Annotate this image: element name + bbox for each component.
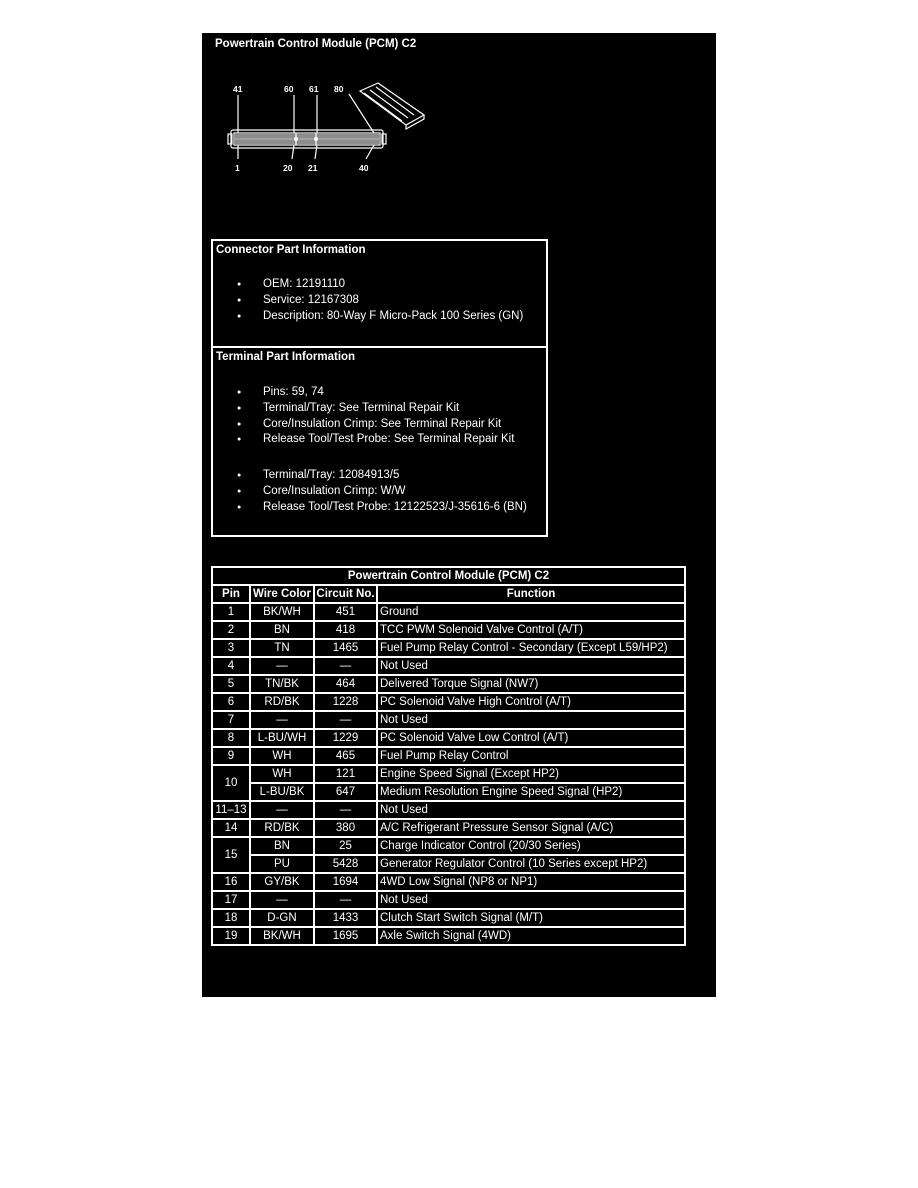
wire-color-cell: RD/BK [250,693,314,711]
pin-cell: 17 [212,891,250,909]
list-item: ● OEM: 12191110 [237,277,523,293]
circuit-cell: 1694 [314,873,377,891]
circuit-cell: 647 [314,783,377,801]
list-item: ● Core/Insulation Crimp: See Terminal Repair Kit [237,417,514,433]
list-item: ● Core/Insulation Crimp: W/W [237,484,527,500]
pin-label-20: 20 [283,163,293,173]
pin-label-80: 80 [334,84,344,94]
pin-label-61: 61 [309,84,319,94]
table-row [212,747,685,765]
header-circuit-no: Circuit No. [314,585,377,603]
list-item: ● Terminal/Tray: See Terminal Repair Kit [237,401,514,417]
table-row [212,909,685,927]
panel-title: Powertrain Control Module (PCM) C2 [215,38,417,50]
table-row [212,729,685,747]
pin-cell: 18 [212,909,250,927]
circuit-cell: 1695 [314,927,377,945]
pin-cell: 14 [212,819,250,837]
function-cell: Delivered Torque Signal (NW7) [377,675,685,693]
connector-info-list [237,277,523,324]
wire-color-cell: TN/BK [250,675,314,693]
list-item: ● Service: 12167308 [237,293,523,309]
table-row [212,711,685,729]
wire-color-cell: — [250,657,314,675]
pin-table [211,566,686,946]
list-item: ● Pins: 59, 74 [237,385,514,401]
pin-label-60: 60 [284,84,294,94]
wire-color-cell: — [250,801,314,819]
pin-cell: 15 [212,837,250,873]
connector-diagram [202,33,442,183]
table-row [212,765,685,783]
pin-label-41: 41 [233,84,243,94]
header-pin: Pin [212,585,250,603]
function-cell: Not Used [377,657,685,675]
function-cell: Fuel Pump Relay Control - Secondary (Except L59/HP2) [377,639,685,657]
connector-part-info [211,239,548,348]
function-cell: Not Used [377,891,685,909]
pin-cell: 4 [212,657,250,675]
pin-label-1: 1 [235,163,240,173]
table-row [212,693,685,711]
pin-table-body [212,603,685,945]
function-cell: A/C Refrigerant Pressure Sensor Signal (A/C) [377,819,685,837]
circuit-cell: — [314,711,377,729]
function-cell: Not Used [377,801,685,819]
header-function: Function [377,585,685,603]
list-item: ● Terminal/Tray: 12084913/5 [237,468,527,484]
pin-cell: 19 [212,927,250,945]
pin-cell: 2 [212,621,250,639]
function-cell: Ground [377,603,685,621]
circuit-cell: 121 [314,765,377,783]
wire-color-cell: D-GN [250,909,314,927]
circuit-cell: 25 [314,837,377,855]
pin-cell: 8 [212,729,250,747]
table-row [212,891,685,909]
circuit-cell: 1433 [314,909,377,927]
list-item: ● Release Tool/Test Probe: 12122523/J-35616-6 (BN) [237,500,527,516]
function-cell: Medium Resolution Engine Speed Signal (HP2) [377,783,685,801]
wire-color-cell: L-BU/BK [250,783,314,801]
wire-color-cell: TN [250,639,314,657]
pin-cell: 1 [212,603,250,621]
function-cell: Clutch Start Switch Signal (M/T) [377,909,685,927]
wire-color-cell: WH [250,747,314,765]
pin-cell: 10 [212,765,250,801]
list-item: ● Description: 80-Way F Micro-Pack 100 Series (GN) [237,309,523,325]
function-cell: Not Used [377,711,685,729]
table-row [212,855,685,873]
circuit-cell: 380 [314,819,377,837]
pin-cell: 3 [212,639,250,657]
function-cell: Fuel Pump Relay Control [377,747,685,765]
circuit-cell: — [314,801,377,819]
table-row [212,639,685,657]
table-row [212,801,685,819]
table-row [212,927,685,945]
terminal-info-list-2 [237,468,527,515]
wire-color-cell: — [250,891,314,909]
document-panel [202,33,716,997]
wire-color-cell: GY/BK [250,873,314,891]
wire-color-cell: BN [250,621,314,639]
wire-color-cell: BK/WH [250,927,314,945]
pin-label-21: 21 [308,163,318,173]
circuit-cell: — [314,891,377,909]
function-cell: TCC PWM Solenoid Valve Control (A/T) [377,621,685,639]
circuit-cell: 451 [314,603,377,621]
terminal-part-info [211,346,548,537]
wire-color-cell: — [250,711,314,729]
circuit-cell: 464 [314,675,377,693]
wire-color-cell: L-BU/WH [250,729,314,747]
table-row [212,837,685,855]
terminal-info-title: Terminal Part Information [216,351,356,363]
table-row [212,873,685,891]
pin-cell: 9 [212,747,250,765]
function-cell: Engine Speed Signal (Except HP2) [377,765,685,783]
function-cell: Axle Switch Signal (4WD) [377,927,685,945]
wire-color-cell: BN [250,837,314,855]
circuit-cell: 5428 [314,855,377,873]
table-row [212,675,685,693]
circuit-cell: 418 [314,621,377,639]
table-title: Powertrain Control Module (PCM) C2 [212,567,685,585]
pin-cell: 5 [212,675,250,693]
table-row [212,621,685,639]
connector-info-title: Connector Part Information [216,244,366,256]
wire-color-cell: PU [250,855,314,873]
list-item: ● Release Tool/Test Probe: See Terminal Repair Kit [237,432,514,448]
header-wire-color: Wire Color [250,585,314,603]
table-row [212,819,685,837]
wire-color-cell: RD/BK [250,819,314,837]
table-row [212,657,685,675]
terminal-info-list-1 [237,385,514,448]
pin-cell: 16 [212,873,250,891]
function-cell: Charge Indicator Control (20/30 Series) [377,837,685,855]
pin-label-40: 40 [359,163,369,173]
pin-cell: 7 [212,711,250,729]
function-cell: PC Solenoid Valve High Control (A/T) [377,693,685,711]
table-row [212,783,685,801]
pin-cell: 6 [212,693,250,711]
table-row [212,603,685,621]
function-cell: Generator Regulator Control (10 Series except HP2) [377,855,685,873]
wire-color-cell: WH [250,765,314,783]
circuit-cell: 1229 [314,729,377,747]
circuit-cell: — [314,657,377,675]
circuit-cell: 1465 [314,639,377,657]
circuit-cell: 1228 [314,693,377,711]
function-cell: 4WD Low Signal (NP8 or NP1) [377,873,685,891]
circuit-cell: 465 [314,747,377,765]
function-cell: PC Solenoid Valve Low Control (A/T) [377,729,685,747]
wire-color-cell: BK/WH [250,603,314,621]
pin-cell: 11–13 [212,801,250,819]
